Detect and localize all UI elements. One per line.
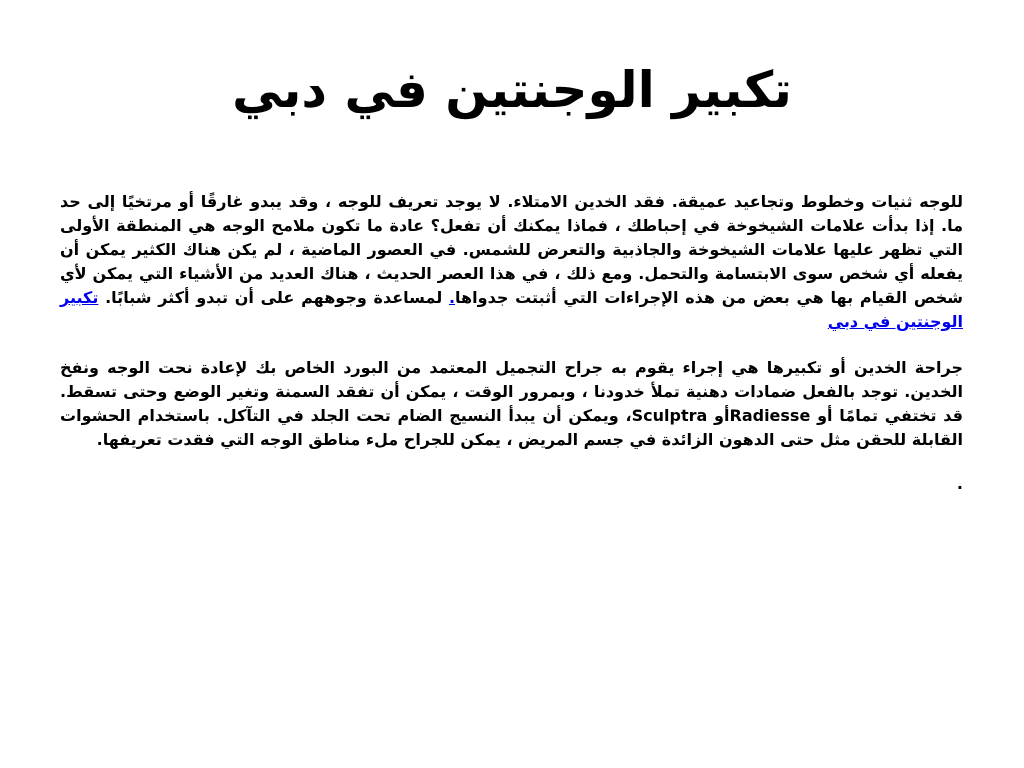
paragraph-procedure-text-2: أو — [707, 406, 730, 425]
paragraph-procedure — [60, 356, 963, 452]
radiesse-term: Radiesse — [729, 406, 811, 425]
paragraph-procedure-text-3: ، ويمكن أن يبدأ النسيج الضام تحت الجلد في التآكل. باستخدام الحشوات القابلة للحقن مثل حتى الدهون الزائدة في جسم المريض ، يمكن للجراح ملء مناطق الوجه التي فقدت تعريفها. — [60, 406, 963, 449]
paragraph-procedure-text-1: جراحة الخدين أو تكبيرها هي إجراء يقوم به جراح التجميل المعتمد من البورد الخاص بك لإعادة نحت الوجه ونفخ الخدين. توجد بالفعل ضمادات دهنية تملأ خدودنا ، وبمرور الوقت ، يمكن أن تفقد السمنة وتغير الوضع وحتى تسقط. قد تختفي تمامًا أو — [60, 358, 964, 425]
page-title: تكبير الوجنتين في دبي — [232, 61, 792, 119]
paragraph-intro — [60, 190, 963, 334]
paragraph-intro-text: للوجه ثنيات وخطوط وتجاعيد عميقة. فقد الخدين الامتلاء. لا يوجد تعريف للوجه ، وقد يبدو غارقًا أو مرتخيًا إلى حد ما. إذا بدأت علامات الشيخوخة في إحباطك ، فماذا يمكنك أن تفعل؟ عادة ما تكون ملامح الوجه هي المنطقة الأولى التي تظهر عليها علامات الشيخوخة والجاذبية والتعرض للشمس. في العصور الماضية ، لم يكن هناك الكثير يمكن أن يفعله أي شخص سوى الابتسامة والتحمل. ومع ذلك ، في هذا العصر الحديث ، هناك العديد من الأشياء التي يمكن لأي شخص القيام بها هي بعض من هذه الإجراءات التي أثبتت جدواها — [60, 192, 963, 307]
cheek-augmentation-link[interactable]: تكبير الوجنتين في دبي — [60, 288, 963, 331]
paragraph-intro-tail: لمساعدة وجوههم على أن تبدو أكثر شبابًا. — [98, 288, 449, 307]
inline-link-dot[interactable]: . — [448, 288, 456, 307]
sculptra-term: Sculptra — [631, 406, 708, 425]
slide-body — [60, 190, 963, 496]
trailing-dot: . — [956, 474, 963, 493]
